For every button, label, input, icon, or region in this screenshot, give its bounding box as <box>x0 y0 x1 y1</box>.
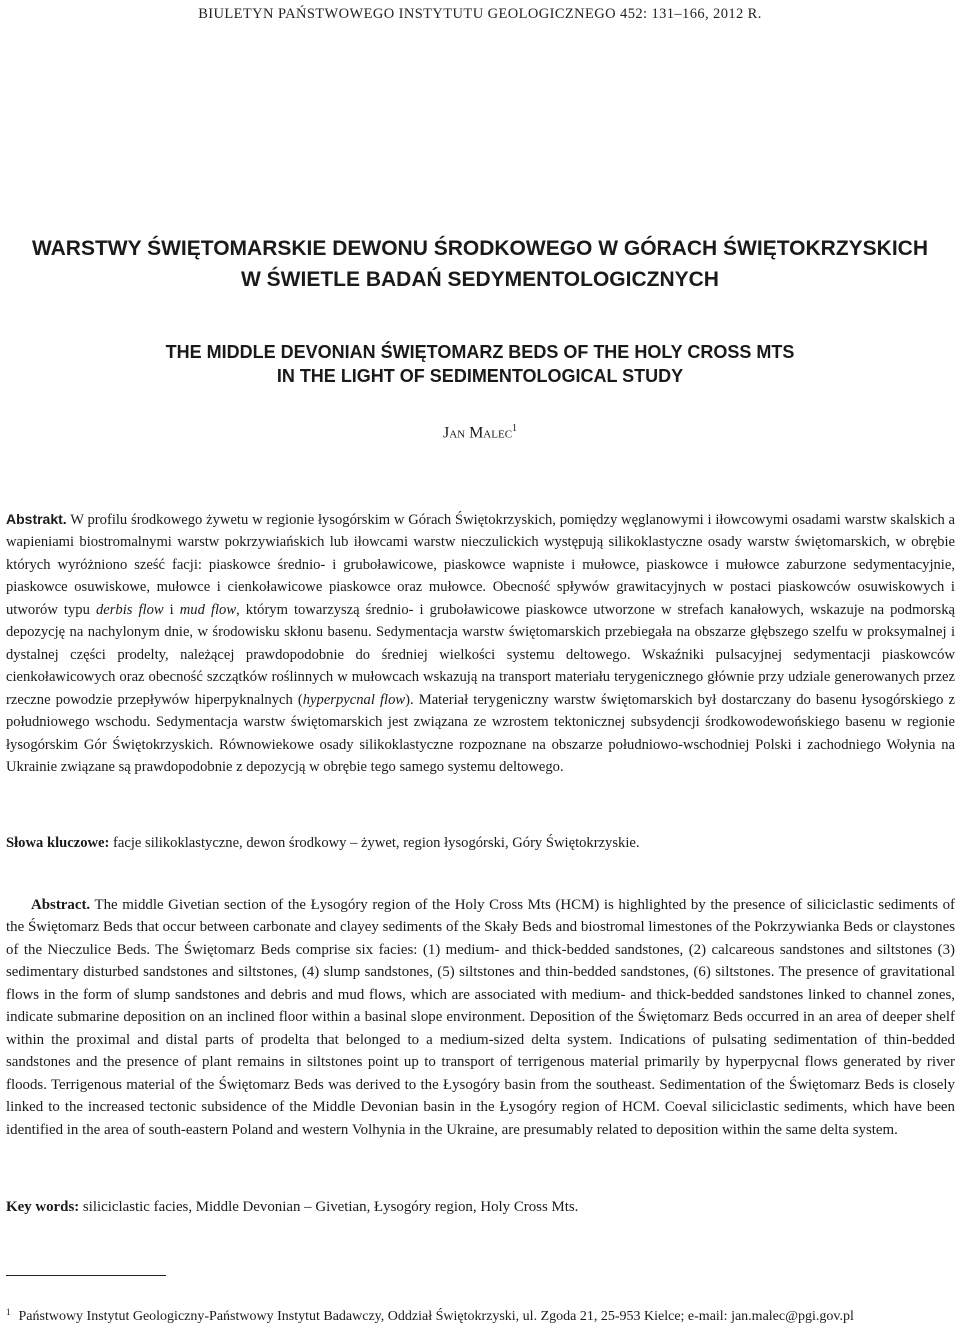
abstract-polish-term-mud-flow: mud flow <box>179 601 237 618</box>
footnote-text: Państwowy Instytut Geologiczny-Państwowy Instytut Badawczy, Oddział Świętokrzyski, ul. Zgoda 21, 25-953 Kielce; e-mail: jan.malec@pgi.gov.pl <box>18 1309 854 1324</box>
title-english-line-1: THE MIDDLE DEVONIAN ŚWIĘTOMARZ BEDS OF THE HOLY CROSS MTS <box>165 342 795 362</box>
abstract-polish-term-hyperpycnal-flow: hyperpycnal flow <box>302 691 406 708</box>
keywords-polish-text: facje silikoklastyczne, dewon środkowy – żywet, region łysogórski, Góry Świętokrzyskie. <box>109 835 640 851</box>
abstract-polish-text-4: ). Materiał terygeniczny warstw świętomarskich był dostarczany do basenu łysogórskiego z południowego wschodu. Sedymentacja warstw świętomarskich jest związana ze wzrostem tektonicznej subsydencji środkowodewońskiego basenu w regionie łysogórskim Gór Świętokrzyskich. Równowiekowe osady silikoklastyczne rozpoznane na obszarze południowo-wschodniej Polski i zachodniego Wołynia na Ukrainie związane są prawdopodobnie z depozycją w obrębie tego samego systemu deltowego. <box>6 691 955 775</box>
abstract-english-text: The middle Givetian section of the Łysogóry region of the Holy Cross Mts (HCM) is highlighted by the presence of siliciclastic sediments of the Świętomarz Beds that occur between carbonate and clayey sediments of the Skały Beds and biostromal limestones of the Pokrzywianka Beds or claystones of the Nieczulice Beds. The Świętomarz Beds comprise six facies: (1) medium- and thick-bedded sandstones, (2) calcareous sandstones and siltstones (3) sedimentary disturbed sandstones and siltstones, (4) slump sandstones, (5) siltstones and thin-bedded sandstones, (6) siltstones. The presence of gravitational flows in the form of slump sandstones and debris and mud flows, which are associated with medium- and thick-bedded sandstones linked to channel zones, indicate submarine deposition on an inclined floor within a basinal slope environment. Deposition of the Świętomarz Beds occurred in an area of deeper shelf within the proximal and distal parts of prodelta that belonged to a medium-sized delta system. Indications of pulsating sedimentation of thin-bedded sandstones and the presence of plant remains in siltstones point up to transport of terrigenous material primarily by hyperpycnal flows generated by river floods. Terrigenous material of the Świętomarz Beds was derived to the Łysogóry basin from the southeast. Sedimentation of the Świętomarz Beds is closely linked to the increased tectonic subsidence of the Middle Devonian basin in the Łysogóry region of HCM. Coeval siliciclastic sediments, which have been identified in the area of south-eastern Poland and western Volhynia in the Ukraine, are presumably related to deposition within the same delta system. <box>6 897 955 1138</box>
title-polish-line-2: W ŚWIETLE BADAŃ SEDYMENTOLOGICZNYCH <box>241 268 719 291</box>
abstract-polish-text-1: W profilu środkowego żywetu w regionie łysogórskim w Górach Świętokrzyskich, pomiędzy węglanowymi i iłowcowymi osadami warstw skalskich a wapieniami biostromalnymi warstw pokrzywiańskich lub iłowcami warstw nieczulickich występują silikoklastyczne osady warstw świętomarskich, w obrębie których wyróżniono sześć facji: piaskowce średnio- i gruboławicowe, piaskowce wapniste i mułowce, piaskowce i mułowce zaburzone sedymentacyjnie, piaskowce osuwiskowe, mułowce i cienkoławicowe piaskowce oraz mułowce. Obecność spływów grawitacyjnych w postaci piaskowców osuwiskowych i utworów typu <box>6 512 956 618</box>
abstract-polish-text-2: i <box>163 601 180 618</box>
abstract-polish-term-debris-flow: derbis flow <box>95 601 164 618</box>
author-footnote-mark: 1 <box>512 423 518 434</box>
title-polish <box>0 233 960 295</box>
keywords-polish <box>6 832 955 854</box>
abstract-polish-text-3: , którym towarzyszą średnio- i gruboławicowe piaskowce utworzone w strefach kanałowych, wskazuje na podmorską depozycję na nachylonym dnie, w środowisku skłonu basenu. Sedymentacja warstw świętomarskich przebiegała na obszarze głębszego szelfu w proksymalnej i dystalnej części prodelty, należącej prawdopodobnie do średniej wielkości systemu deltowego. Wskaźniki pulsacyjnej sedymentacji piaskowców cienkoławicowych oraz obecność szczątków roślinnych w mułowcach wskazują na transport materiału terygenicznego głównie przy udziale generowanych przez rzeczne powodzie przepływów hiperpyknalnych ( <box>6 601 955 708</box>
title-english <box>0 340 960 388</box>
abstract-english <box>6 894 955 1141</box>
keywords-english <box>6 1196 955 1218</box>
author-name: Jan Malec <box>442 424 513 442</box>
running-header: BIULETYN PAŃSTWOWEGO INSTYTUTU GEOLOGICZNEGO 452: 131–166, 2012 R. <box>198 6 762 22</box>
keywords-english-label: Key words: <box>6 1199 80 1215</box>
footnote-mark: 1 <box>6 1307 11 1317</box>
footnote-divider <box>6 1275 166 1276</box>
abstract-english-label: Abstract. <box>31 897 91 913</box>
author-line <box>0 423 960 442</box>
keywords-english-text: siliciclastic facies, Middle Devonian – Givetian, Łysogóry region, Holy Cross Mts. <box>79 1199 579 1215</box>
title-polish-line-1: WARSTWY ŚWIĘTOMARSKIE DEWONU ŚRODKOWEGO W GÓRACH ŚWIĘTOKRZYSKICH <box>31 237 928 260</box>
title-english-line-2: IN THE LIGHT OF SEDIMENTOLOGICAL STUDY <box>276 366 684 386</box>
abstract-polish <box>6 508 955 778</box>
abstract-polish-label: Abstrakt. <box>6 511 67 527</box>
keywords-polish-label: Słowa kluczowe: <box>6 835 110 851</box>
footnote <box>6 1303 955 1326</box>
